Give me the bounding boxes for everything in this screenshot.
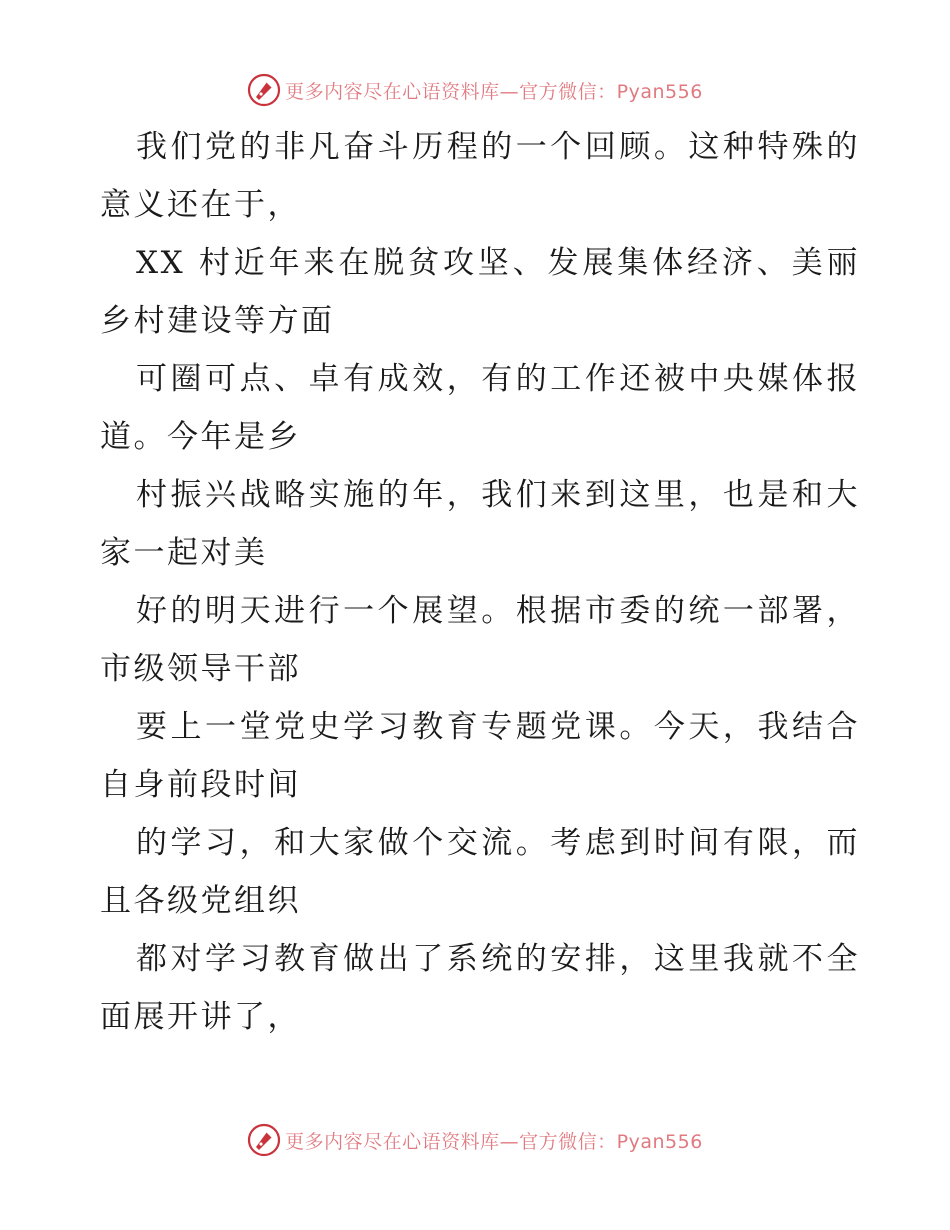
pen-nib-logo-icon xyxy=(247,73,281,107)
footer-banner xyxy=(0,1120,950,1160)
paragraph: 村振兴战略实施的年，我们来到这里，也是和大家一起对美 xyxy=(100,477,860,571)
paragraph: 可圈可点、卓有成效，有的工作还被中央媒体报道。今年是乡 xyxy=(100,361,860,455)
pen-nib-logo-icon xyxy=(247,1123,281,1157)
paragraph: 要上一堂党史学习教育专题党课。今天，我结合自身前段时间 xyxy=(100,709,860,803)
header-banner xyxy=(0,70,950,110)
header-banner-text: 更多内容尽在心语资料库—官方微信：Pyan556 xyxy=(285,80,703,103)
paragraph: 我们党的非凡奋斗历程的一个回顾。这种特殊的意义还在于， xyxy=(100,129,860,223)
paragraph: 的学习，和大家做个交流。考虑到时间有限，而且各级党组织 xyxy=(100,825,860,919)
paragraph: 都对学习教育做出了系统的安排，这里我就不全面展开讲了， xyxy=(100,941,860,1035)
footer-banner-text: 更多内容尽在心语资料库—官方微信：Pyan556 xyxy=(285,1130,703,1153)
document-body xyxy=(100,118,860,1046)
paragraph: 好的明天进行一个展望。根据市委的统一部署，市级领导干部 xyxy=(100,593,860,687)
paragraph: XX 村近年来在脱贫攻坚、发展集体经济、美丽乡村建设等方面 xyxy=(100,245,860,339)
